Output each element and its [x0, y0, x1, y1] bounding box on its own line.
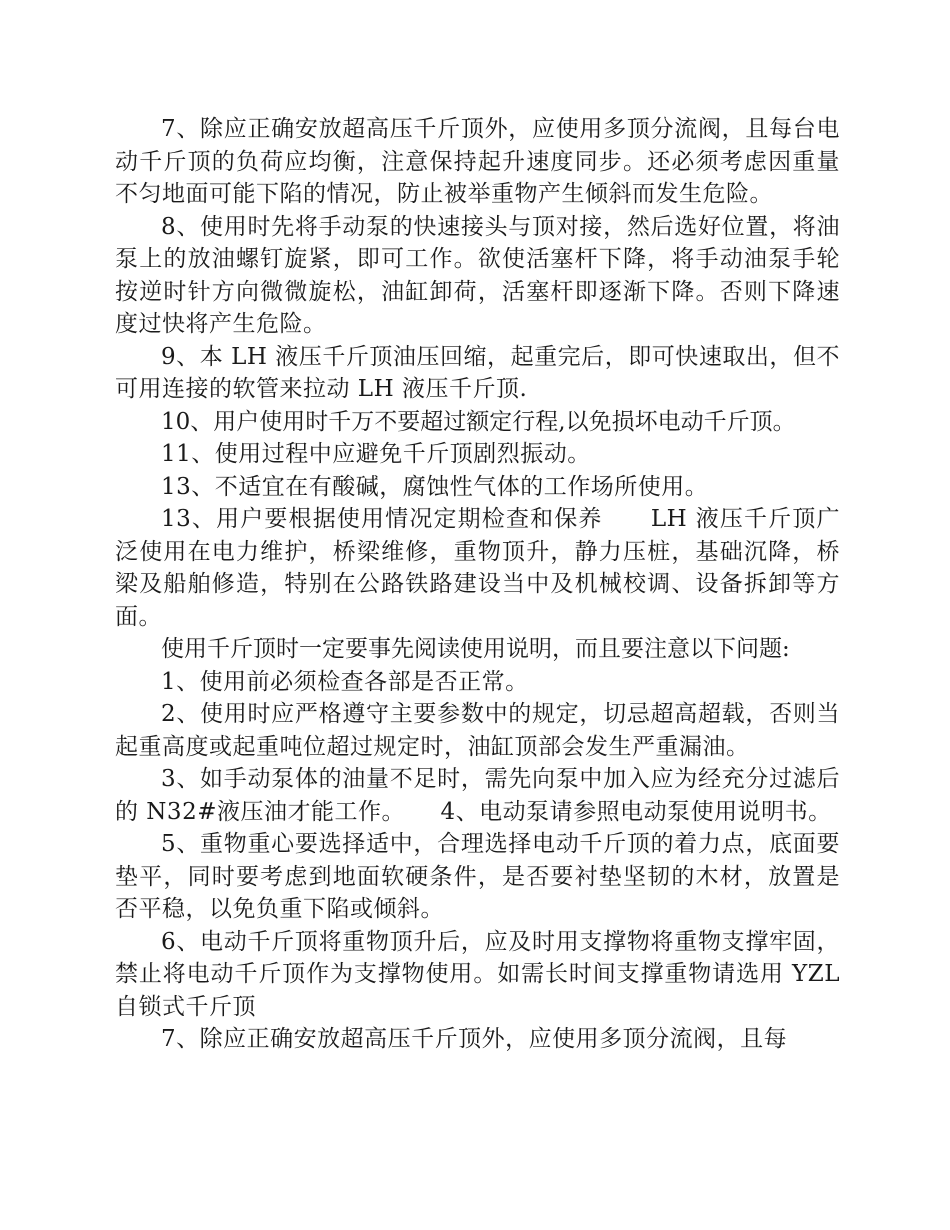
- paragraph-item-8-hand-pump: 8、使用时先将手动泵的快速接头与顶对接，然后选好位置，将油泵上的放油螺钉旋紧，即可工作。欲使活塞杆下降，将手动油泵手轮按逆时针方向微微旋松，油缸卸荷，活塞杆即逐渐下降。否则下降速度过快将产生危险。: [115, 213, 840, 337]
- document-page: [115, 113, 840, 1056]
- paragraph-item-13-maintenance: 13、用户要根据使用情况定期检查和保养 LH 液压千斤顶广泛使用在电力维护，桥梁维修，重物顶升，静力压桩，基础沉降，桥梁及船舶修造，特别在公路铁路建设当中及机械校调、设备拆卸等方面。: [115, 506, 840, 630]
- paragraph-item-11-vibration: 11、使用过程中应避免千斤顶剧烈振动。: [161, 441, 591, 467]
- paragraph-item-2-parameters: 2、使用时应严格遵守主要参数中的规定，切忌超高超载，否则当起重高度或起重吨位超过规定时，油缸顶部会发生严重漏油。: [115, 701, 840, 760]
- paragraph-item-10-rated-stroke: 10、用户使用时千万不要超过额定行程,以免损坏电动千斤顶。: [161, 408, 796, 435]
- paragraph-item-7-multi-jack: 7、除应正确安放超高压千斤顶外，应使用多顶分流阀，且每台电动千斤顶的负荷应均衡，注意保持起升速度同步。还必须考虑因重量不匀地面可能下陷的情况，防止被举重物产生倾斜而发生危险。: [115, 116, 840, 207]
- paragraph-item-9-retract: 9、本 LH 液压千斤顶油压回缩，起重完后，即可快速取出，但不可用连接的软管来拉动 LH 液压千斤顶.: [115, 343, 840, 402]
- paragraph-item-13-corrosive: 13、不适宜在有酸碱，腐蚀性气体的工作场所使用。: [161, 473, 709, 500]
- paragraph-item-1-check: 1、使用前必须检查各部是否正常。: [161, 668, 529, 695]
- paragraph-item-6-support: 6、电动千斤顶将重物顶升后，应及时用支撑物将重物支撑牢固，禁止将电动千斤顶作为支撑物使用。如需长时间支撑重物请选用 YZL 自锁式千斤顶: [115, 928, 840, 1020]
- paragraph-item-5-center-of-gravity: 5、重物重心要选择适中，合理选择电动千斤顶的着力点，底面要垫平，同时要考虑到地面软硬条件，是否要衬垫坚韧的木材，放置是否平稳，以免负重下陷或倾斜。: [115, 831, 840, 922]
- paragraph-item-7-repeat: 7、除应正确安放超高压千斤顶外，应使用多顶分流阀，且每: [161, 1026, 788, 1052]
- paragraph-usage-intro: 使用千斤顶时一定要事先阅读使用说明，而且要注意以下问题:: [161, 636, 790, 662]
- paragraph-item-3-oil: 3、如手动泵体的油量不足时，需先向泵中加入应为经充分过滤后的 N32#液压油才能工作。 4、电动泵请参照电动泵使用说明书。: [115, 766, 840, 825]
